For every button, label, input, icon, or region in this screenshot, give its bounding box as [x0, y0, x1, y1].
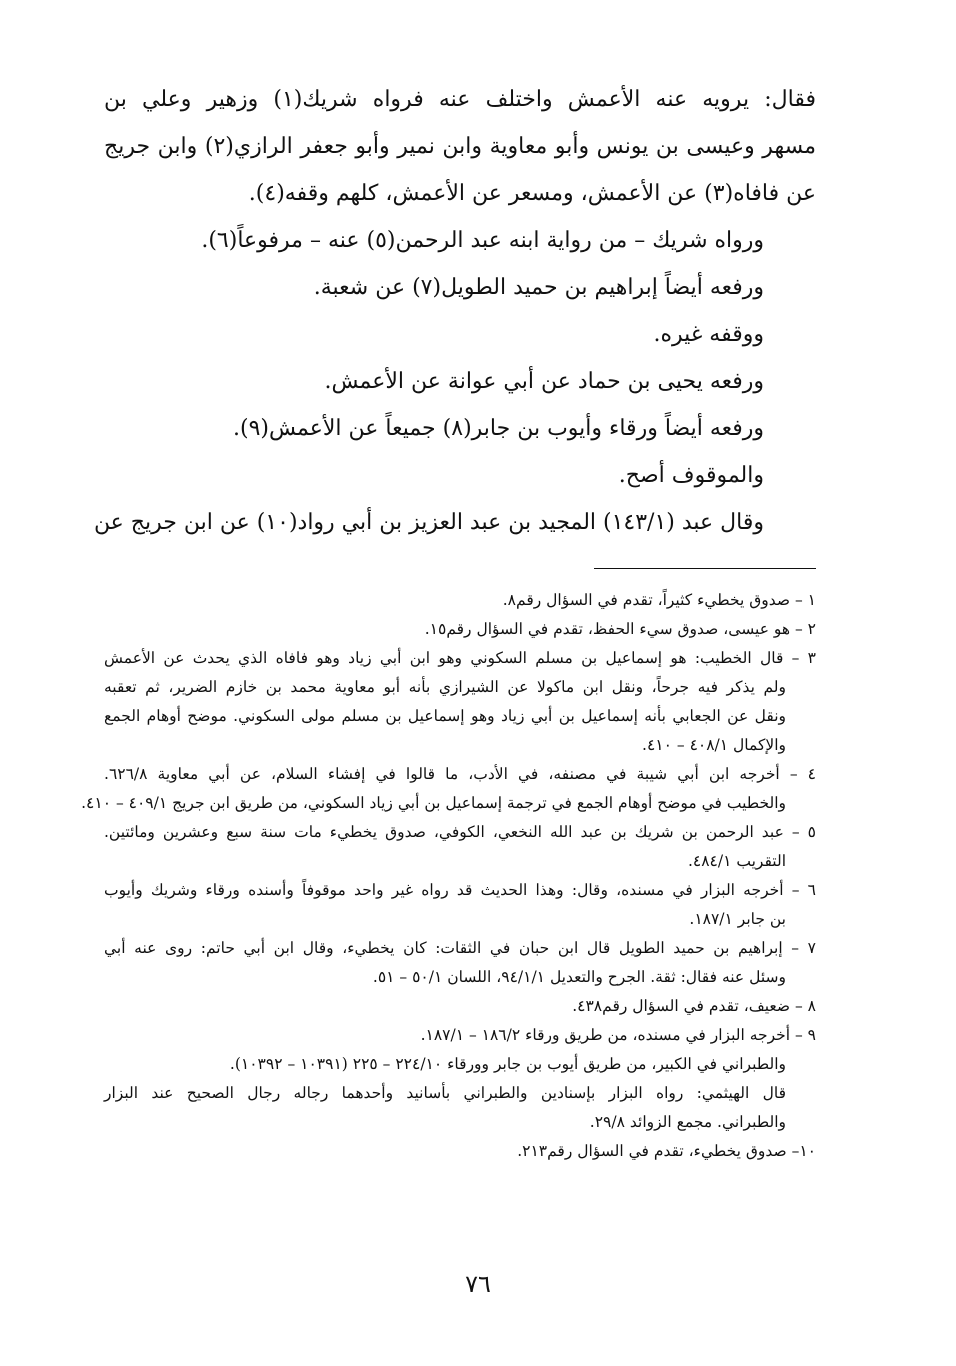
- footnote-line: بن جابر ١٨٧/١.: [689, 910, 786, 928]
- footnote-line: ٣ – قال الخطيب: هو إسماعيل بن مسلم السكوني وهو ابن أبي زياد وهو فافاه الذي يحدث عن الأعمش: [104, 649, 816, 667]
- footnote-line: والطبراني. مجمع الزوائد ٢٩/٨.: [589, 1113, 786, 1131]
- footnote-line: ولم يذكر فيه جرحاً، ونقل ابن ماكولا عن الشيرازي بأنه أبو معاوية محمد بن خازم الضرير، ثم تعقبه: [104, 678, 786, 696]
- footnote-line: قال الهيثمي: رواه البزار بإسنادين والطبراني بأسانيد وأحدهما رجاله رجال الصحيح عند البزار: [104, 1084, 786, 1102]
- footnote-line: ٢ – هو عيسى، صدوق سيء الحفظ، تقدم في السؤال رقم١٥.: [424, 620, 816, 638]
- footnote-10: [104, 1137, 816, 1166]
- footnote-3: [104, 644, 816, 760]
- footnote-line: والطبراني في الكبير، من طريق أيوب بن جابر وورقاء ٢٢٤/١٠ – ٢٢٥ (١٠٣٩١ – ١٠٣٩٢).: [229, 1055, 786, 1073]
- main-line: ورواه شريك – من رواية ابنه عبد الرحمن(٥) عنه – مرفوعاً(٦).: [201, 228, 764, 253]
- page-number: ٧٦: [465, 1270, 491, 1298]
- footnote-8: [104, 992, 816, 1021]
- footnote-6: [104, 876, 816, 934]
- footnote-line: ٨ – ضعيف، تقدم في السؤال رقم٤٣٨.: [572, 997, 816, 1015]
- footnote-line: ٤ – أخرجه ابن أبي شيبة في مصنفه، في الأدب، ما قالوا في إفشاء السلام، عن أبي معاوية ٦٢٦/٨.: [104, 765, 816, 783]
- footnotes-block: [81, 586, 816, 1166]
- main-text-block: [93, 76, 816, 546]
- footnote-5: [104, 818, 816, 876]
- footnote-line: وسئل عنه فقال: ثقة. الجرح والتعديل ٩٤/١/١، اللسان ٥٠/١ – ٥١.: [372, 968, 786, 986]
- footnote-line: ٩ – أخرجه البزار في مسنده، من طريق ورقاء ١٨٦/٢ – ١٨٧/١.: [420, 1026, 816, 1044]
- main-line: عن فافاه(٣) عن الأعمش، ومسعر عن الأعمش، كلهم وقفه(٤).: [248, 181, 816, 206]
- footnote-line: ونقل عن الجعابي بأنه إسماعيل بن أبي زياد وهو إسماعيل بن مسلم مولى السكوني. موضح أوهام الجمع: [104, 707, 786, 725]
- main-line: والموقوف أصح.: [618, 463, 764, 488]
- main-line: ورفعه أيضاً ورقاء وأيوب بن جابر(٨) جميعاً عن الأعمش(٩).: [232, 416, 764, 441]
- footnote-line: ١٠– صدوق يخطيء، تقدم في السؤال رقم٢١٣.: [517, 1142, 816, 1160]
- footnote-2: [104, 615, 816, 644]
- main-line: فقال: يرويه عنه الأعمش واختلف عنه فرواه شريك(١) وزهير وعلي بن: [104, 87, 816, 112]
- main-line: ورفعه أيضاً إبراهيم بن حميد الطويل(٧) عن شعبة.: [313, 275, 764, 300]
- main-line: ورفعه يحيى بن حماد عن أبي عوانة عن الأعمش.: [324, 369, 764, 394]
- footnote-line: ٥ – عبد الرحمن بن شريك بن عبد الله النخعي، الكوفي، صدوق يخطيء مات سنة سبع وعشرين ومائتين.: [104, 823, 816, 841]
- footnote-line: التقريب ٤٨٤/١.: [687, 852, 786, 870]
- footnote-9: [104, 1021, 816, 1137]
- footnote-line: ٧ – إبراهيم بن حميد الطويل قال ابن حبان في الثقات: كان يخطيء، وقال ابن أبي حاتم: روى عنه أبي: [104, 939, 816, 957]
- footnote-divider: [594, 568, 816, 569]
- footnote-7: [104, 934, 816, 992]
- main-line: وقال عبد (١٤٣/١) المجيد بن عبد العزيز بن أبي رواد(١٠) عن ابن جريج عن: [93, 510, 764, 535]
- footnote-1: [104, 586, 816, 615]
- footnote-line: والإكمال ٤٠٨/١ – ٤١٠.: [642, 736, 786, 754]
- footnote-line: والخطيب في موضح أوهام الجمع في ترجمة إسماعيل بن أبي زياد السكوني، من طريق ابن جريج ٤٠٩/١ – ٤١٠.: [81, 794, 786, 812]
- footnote-line: ١ – صدوق يخطيء كثيراً، تقدم في السؤال رقم٨.: [502, 591, 816, 609]
- main-line: مسهر وعيسى بن يونس وأبو معاوية وابن نمير وأبو جعفر الرازي(٢) وابن جريج: [104, 134, 816, 159]
- footnote-4: [81, 760, 816, 818]
- main-line: ووقفه غيره.: [653, 322, 764, 347]
- footnote-line: ٦ – أخرجه البزار في مسنده، وقال: وهذا الحديث قد رواه غير واحد موقوفاً وأسنده ورقاء وشريك وأيوب: [104, 881, 816, 899]
